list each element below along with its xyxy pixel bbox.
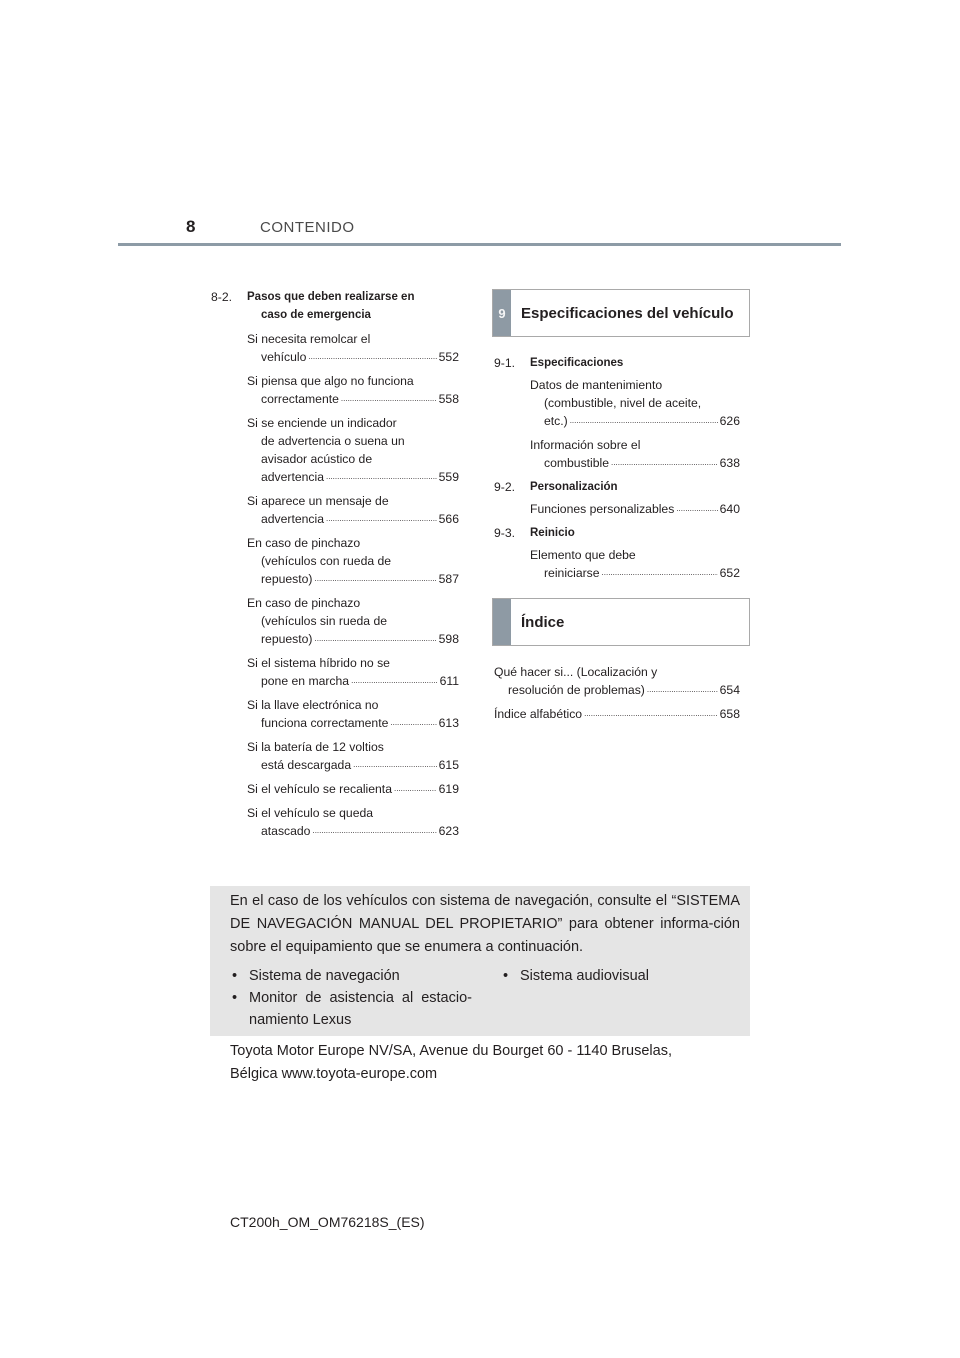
toc-entry-text: atascado — [261, 824, 311, 838]
toc-section-heading — [494, 354, 740, 372]
toc-entry-text: avisador acústico de — [261, 452, 373, 466]
dot-leader — [584, 705, 718, 723]
page-ref: 638 — [719, 456, 740, 470]
dot-leader — [351, 672, 437, 690]
toc-entry-last-line — [247, 714, 459, 732]
toc-entry[interactable] — [530, 436, 740, 472]
note-bullets-left — [232, 965, 472, 1031]
toc-section-heading — [494, 524, 740, 542]
page-ref: 587 — [438, 572, 459, 586]
toc-entry[interactable] — [247, 654, 459, 690]
toc-entry-text: Si el vehículo se queda — [247, 806, 374, 820]
toc-entry-text: Si se enciende un indicador — [247, 416, 397, 430]
page-ref: 658 — [719, 707, 740, 721]
toc-entry-text: En caso de pinchazo — [247, 596, 361, 610]
section-number: 8-2. — [211, 290, 233, 304]
toc-entry-last-line — [530, 454, 740, 472]
header-rule — [118, 243, 841, 246]
publisher-info — [230, 1040, 750, 1086]
section-number: 9-2. — [494, 480, 516, 494]
page-ref: 613 — [438, 716, 459, 730]
toc-entries — [247, 330, 459, 840]
dot-leader — [570, 412, 718, 430]
toc-entry-text: (vehículos con rueda de — [261, 554, 392, 568]
chapter-title: Índice — [521, 613, 565, 631]
publisher-address: Toyota Motor Europe NV/SA, Avenue du Bourget 60 - 1140 Bruselas, — [230, 1043, 672, 1059]
page-ref: 619 — [438, 782, 459, 796]
toc-entry[interactable] — [247, 492, 459, 528]
list-item: • Monitor de asistencia al estacio-namiento Lexus — [232, 987, 472, 1031]
toc-entry-text: Si el vehículo se recalienta — [247, 782, 392, 796]
toc-entry-text: Información sobre el — [530, 438, 641, 452]
toc-entry-text: correctamente — [261, 392, 339, 406]
page-ref: 598 — [438, 632, 459, 646]
toc-entry-text: combustible — [544, 456, 610, 470]
dot-leader — [390, 714, 436, 732]
toc-entry-text: repuesto) — [261, 572, 313, 586]
chapter-tab — [493, 599, 511, 645]
toc-entry[interactable] — [247, 780, 459, 798]
toc-entry-last-line — [247, 570, 459, 588]
toc-entry[interactable] — [247, 414, 459, 486]
toc-entry-text: (vehículos sin rueda de — [261, 614, 388, 628]
toc-entry[interactable] — [530, 546, 740, 582]
publisher-website: Bélgica www.toyota-europe.com — [230, 1066, 438, 1082]
toc-entry-last-line — [530, 500, 740, 518]
toc-entry[interactable] — [247, 330, 459, 366]
toc-entry[interactable] — [530, 500, 740, 518]
toc-entry-text: Índice alfabético — [494, 707, 583, 721]
dot-leader — [394, 780, 437, 798]
toc-section — [494, 524, 740, 582]
toc-entry-text: (combustible, nivel de aceite, — [544, 396, 702, 410]
toc-entry-text: Si piensa que algo no funciona — [247, 374, 414, 388]
toc-entry-last-line — [530, 564, 740, 582]
dot-leader — [602, 564, 718, 582]
toc-entry-last-line — [494, 705, 740, 723]
toc-entry-last-line — [247, 348, 459, 366]
toc-entries — [530, 500, 740, 518]
page-ref: 654 — [719, 683, 740, 697]
page-ref: 640 — [719, 502, 740, 516]
toc-entry-text: Si la llave electrónica no — [247, 698, 379, 712]
toc-entry-text: Si la batería de 12 voltios — [247, 740, 384, 754]
toc-entry-last-line — [247, 672, 459, 690]
toc-entry-last-line — [247, 756, 459, 774]
page-ref: 615 — [438, 758, 459, 772]
page-ref: 558 — [438, 392, 459, 406]
bullet-icon: • — [232, 990, 238, 1006]
chapter-box-specifications[interactable] — [492, 289, 750, 337]
toc-entry-last-line — [247, 468, 459, 486]
page-ref: 623 — [438, 824, 459, 838]
toc-entry-text: repuesto) — [261, 632, 313, 646]
toc-entry-text: pone en marcha — [261, 674, 350, 688]
toc-section — [494, 478, 740, 518]
toc-entry-text: Si necesita remolcar el — [247, 332, 371, 346]
toc-entry-text: funciona correctamente — [261, 716, 389, 730]
page-ref: 552 — [438, 350, 459, 364]
toc-entry[interactable] — [247, 372, 459, 408]
toc-entries — [530, 546, 740, 582]
bullet-icon: • — [232, 968, 238, 984]
toc-entry-text: etc.) — [544, 414, 568, 428]
chapter-box-index[interactable] — [492, 598, 750, 646]
list-item: • Sistema de navegación — [232, 965, 472, 987]
toc-left-column — [211, 288, 459, 846]
toc-entry-last-line — [494, 681, 740, 699]
page-ref: 626 — [719, 414, 740, 428]
toc-entry-text: de advertencia o suena un — [261, 434, 405, 448]
section-number: 9-3. — [494, 526, 516, 540]
toc-entry[interactable] — [247, 738, 459, 774]
toc-entry-text: Elemento que debe — [530, 548, 636, 562]
toc-entry-text: advertencia — [261, 470, 325, 484]
chapter-title: Especificaciones del vehículo — [521, 304, 734, 322]
dot-leader — [315, 630, 437, 648]
index-entry[interactable] — [494, 663, 740, 699]
dot-leader — [326, 468, 437, 486]
toc-entry-text: En caso de pinchazo — [247, 536, 361, 550]
toc-entry-last-line — [247, 510, 459, 528]
toc-entry-last-line — [247, 390, 459, 408]
toc-entry-last-line — [247, 630, 459, 648]
page-title: CONTENIDO — [260, 219, 355, 236]
toc-entry-last-line — [247, 780, 459, 798]
toc-section-heading — [494, 478, 740, 496]
toc-entry-text: Funciones personalizables — [530, 502, 675, 516]
page-ref: 559 — [438, 470, 459, 484]
toc-entry-text: advertencia — [261, 512, 325, 526]
section-title: Especificaciones — [530, 357, 624, 369]
toc-entry[interactable] — [247, 696, 459, 732]
section-title: Reinicio — [530, 527, 575, 539]
dot-leader — [676, 500, 717, 518]
toc-entry-last-line — [530, 412, 740, 430]
toc-entry[interactable] — [530, 376, 740, 430]
toc-entry-text: Datos de mantenimiento — [530, 378, 663, 392]
toc-entry-text: vehículo — [261, 350, 307, 364]
dot-leader — [315, 570, 437, 588]
toc-section — [494, 354, 740, 472]
toc-entry-text: Si el sistema híbrido no se — [247, 656, 390, 670]
note-text: En el caso de los vehículos con sistema de navegación, consulte el “SISTEMA DE NAVEGACIÓN MANUAL DEL PROPIETARIO” para obtener informa-ción sobre el equipamiento que se enumera a continuación. — [230, 893, 740, 955]
index-entries — [494, 663, 740, 729]
page-ref: 652 — [719, 566, 740, 580]
chapter-tab: 9 — [493, 290, 511, 336]
section-number: 9-1. — [494, 356, 516, 370]
dot-leader — [611, 454, 718, 472]
toc-entry[interactable] — [247, 534, 459, 588]
toc-entry-text: reiniciarse — [544, 566, 600, 580]
page-ref: 566 — [438, 512, 459, 526]
section-title: Pasos que deben realizarse en caso de emergencia — [247, 291, 415, 321]
dot-leader — [308, 348, 436, 366]
bullet-icon: • — [503, 968, 509, 984]
toc-right-sections — [494, 354, 740, 588]
page-number: 8 — [186, 217, 196, 236]
section-title: Personalización — [530, 481, 618, 493]
document-code: CT200h_OM_OM76218S_(ES) — [230, 1214, 425, 1230]
index-entry[interactable] — [494, 705, 740, 723]
dot-leader — [341, 390, 437, 408]
toc-entry-last-line — [247, 822, 459, 840]
note-bullets-right — [503, 965, 733, 987]
page-ref: 611 — [439, 674, 459, 688]
toc-entry-text: está descargada — [261, 758, 352, 772]
dot-leader — [353, 756, 437, 774]
list-item: • Sistema audiovisual — [503, 965, 733, 987]
toc-entry-text: Qué hacer si... (Localización y — [494, 665, 658, 679]
toc-entry[interactable] — [247, 804, 459, 840]
toc-entries — [530, 376, 740, 472]
dot-leader — [647, 681, 718, 699]
dot-leader — [312, 822, 436, 840]
toc-entry-text: Si aparece un mensaje de — [247, 494, 389, 508]
toc-entry[interactable] — [247, 594, 459, 648]
toc-entry-text: resolución de problemas) — [508, 683, 645, 697]
dot-leader — [326, 510, 437, 528]
toc-section-heading — [211, 288, 459, 324]
